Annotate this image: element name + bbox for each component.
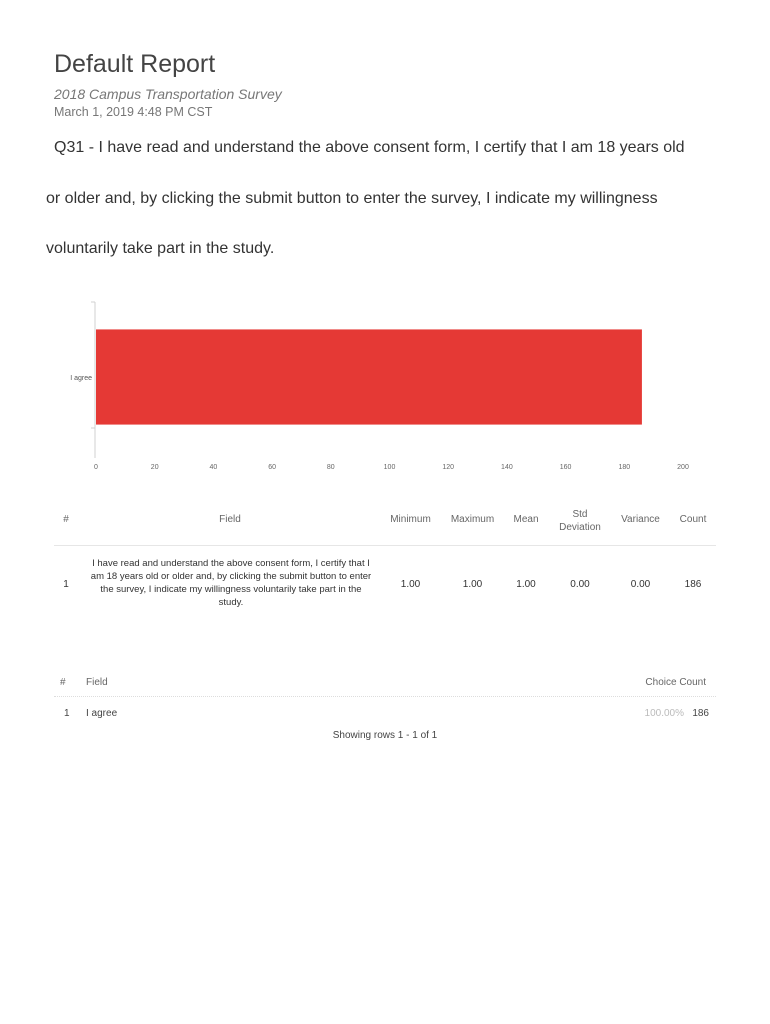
chart-bar: [96, 329, 642, 424]
choice-row-percent: 100.00%: [644, 708, 684, 719]
choice-row-num: 1: [64, 708, 70, 719]
stats-header-maximum: Maximum: [450, 514, 495, 525]
chart-x-tick-label: 100: [383, 464, 396, 471]
chart-x-tick-label: 160: [559, 464, 572, 471]
rows-summary: Showing rows 1 - 1 of 1: [332, 730, 438, 741]
choice-header-field: Field: [86, 677, 108, 688]
chart-x-tick-label: 140: [501, 464, 513, 471]
chart-x-tick-label: 20: [150, 464, 159, 471]
question-line-1: Q31 - I have read and understand the above consent form, I certify that I am 18 years old: [54, 139, 685, 156]
stats-row-field-line: I have read and understand the above consent form, I certify that I: [92, 558, 370, 569]
stats-row-mean: 1.00: [516, 579, 536, 590]
report-date: March 1, 2019 4:48 PM CST: [54, 105, 213, 119]
stats-header-field: Field: [219, 514, 241, 525]
report-title: Default Report: [54, 50, 216, 78]
stats-row-count: 186: [684, 579, 702, 590]
choice-header-num: #: [60, 677, 66, 688]
report-subtitle: 2018 Campus Transportation Survey: [54, 86, 282, 102]
stats-header-count: Count: [679, 514, 707, 525]
bar-chart: [0, 0, 770, 490]
stats-row-num: 1: [63, 579, 69, 590]
chart-x-tick-label: 200: [677, 464, 689, 471]
choice-row-field: I agree: [86, 708, 118, 719]
stats-header-divider: [54, 545, 716, 546]
choice-header-divider: [54, 696, 716, 697]
stats-header-num: #: [63, 514, 69, 525]
stats-row-std-dev: 0.00: [570, 579, 590, 590]
stats-row-field: [90, 557, 372, 609]
choice-header-count: Choice Count: [645, 677, 706, 688]
chart-x-tick-label: 60: [268, 464, 276, 471]
stats-header-variance: Variance: [621, 514, 660, 525]
stats-row-minimum: 1.00: [400, 579, 421, 590]
chart-x-tick-label: 180: [618, 464, 631, 471]
choice-row-count: 186: [692, 708, 709, 719]
question-line-2: or older and, by clicking the submit button to enter the survey, I indicate my willingness: [46, 190, 658, 207]
chart-x-tick-label: 80: [326, 464, 335, 471]
stats-row-variance: 0.00: [630, 579, 651, 590]
stats-row-field-line: study.: [218, 597, 244, 608]
chart-x-tick-label: 0: [94, 464, 98, 471]
chart-x-tick-label: 40: [209, 464, 218, 471]
question-line-3: voluntarily take part in the study.: [46, 240, 275, 257]
chart-x-tick-label: 120: [442, 464, 455, 471]
stats-header-mean: Mean: [513, 514, 539, 525]
stats-row-field-line: the survey, I indicate my willingness voluntarily take part in the: [100, 584, 362, 595]
stats-row-maximum: 1.00: [462, 579, 483, 590]
stats-header-std-dev: Std Deviation: [559, 509, 601, 533]
stats-row-field-line: am 18 years old or older and, by clicking the submit button to enter: [90, 571, 372, 582]
chart-category-label: I agree: [70, 375, 92, 382]
stats-header-minimum: Minimum: [390, 514, 431, 525]
